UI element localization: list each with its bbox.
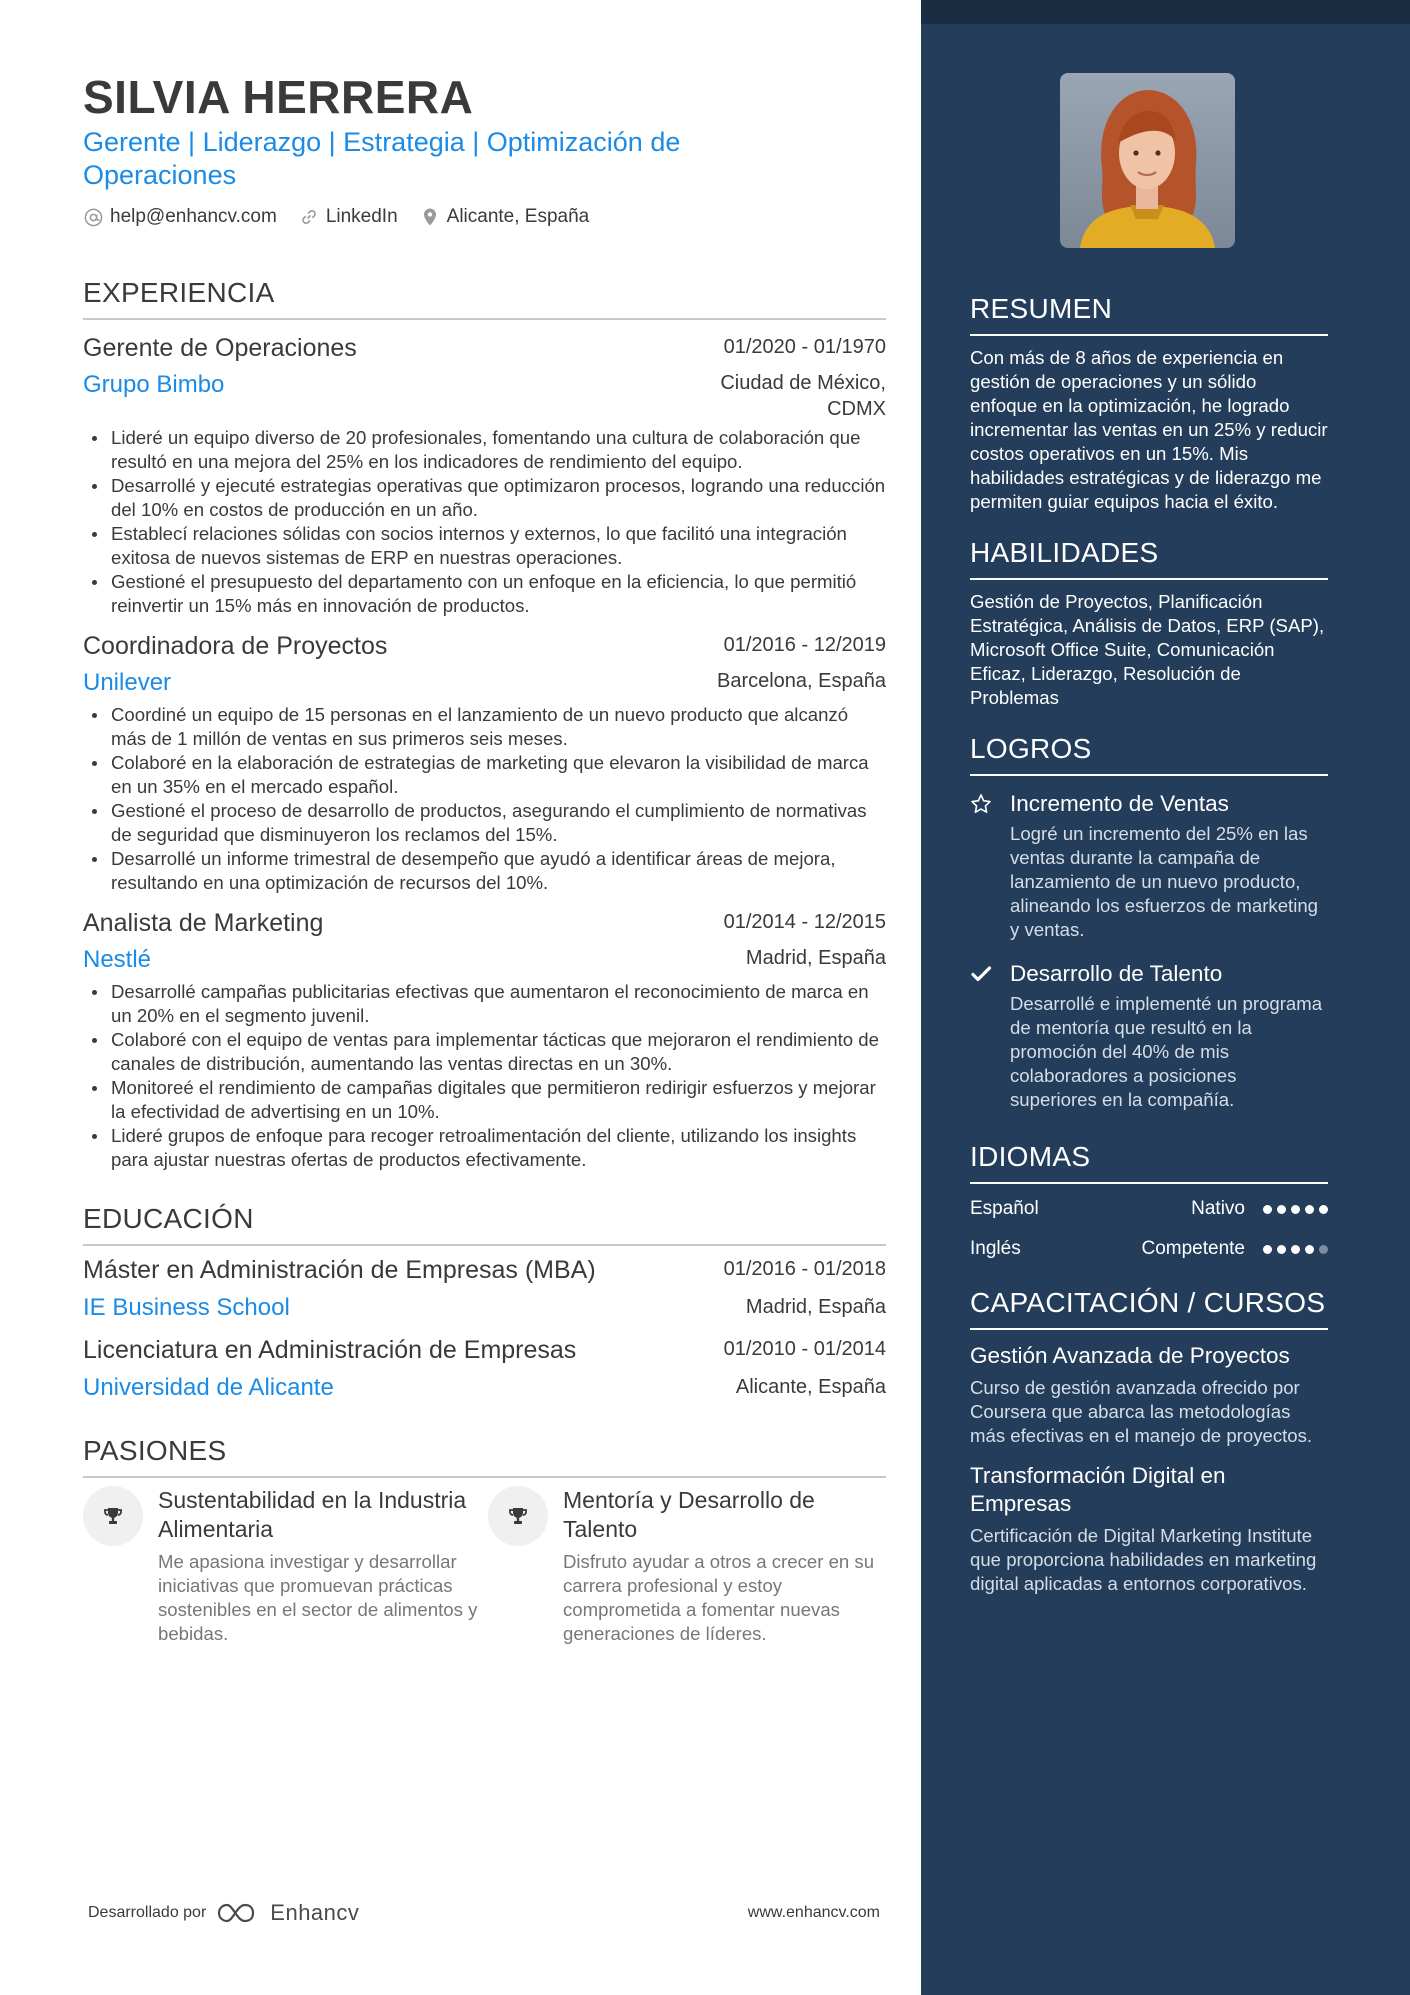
school-name: Universidad de Alicante	[83, 1374, 334, 1401]
footer-brand	[88, 1900, 359, 1926]
education-location: Madrid, España	[745, 1296, 886, 1318]
summary-title: RESUMEN	[970, 292, 1328, 336]
language-item	[970, 1234, 1328, 1264]
experience-title: EXPERIENCIA	[83, 276, 886, 320]
job-entry	[83, 907, 886, 1172]
rating-dot-filled	[1305, 1245, 1314, 1254]
job-date: 01/2016 - 12/2019	[723, 634, 886, 656]
achievement-title: Incremento de Ventas	[1010, 791, 1229, 816]
job-bullets	[83, 980, 886, 1172]
job-entry	[83, 332, 886, 618]
passion-description: Me apasiona investigar y desarrollar iniciativas que promuevan prácticas sostenibles en el sector de alimentos y bebidas.	[158, 1551, 478, 1644]
passion-description: Disfruto ayudar a otros a crecer en su carrera profesional y estoy comprometida a fomentar nuevas generaciones de líderes.	[563, 1551, 875, 1644]
course-description: Curso de gestión avanzada ofrecido por Coursera que abarca las metodologías más efectivas en el manejo de proyectos.	[970, 1377, 1313, 1446]
experience-section	[83, 276, 886, 1172]
degree-title: Licenciatura en Administración de Empresas	[83, 1336, 577, 1364]
language-level: Nativo	[1191, 1198, 1245, 1219]
location-text: Alicante, España	[446, 206, 590, 227]
achievement-item	[970, 790, 1328, 942]
passion-title: Mentoría y Desarrollo de Talento	[563, 1487, 815, 1542]
job-title: Coordinadora de Proyectos	[83, 632, 388, 660]
rating-dot-filled	[1319, 1205, 1328, 1214]
job-bullet: Lideré un equipo diverso de 20 profesionales, fomentando una cultura de colaboración que resultó en una mejora del 25% en los indicadores de rendimiento del equipo.	[83, 426, 886, 474]
job-bullet: Coordiné un equipo de 15 personas en el lanzamiento de un nuevo producto que alcanzó más de 1 millón de ventas en sus primeros seis meses.	[83, 703, 886, 751]
sidebar-top-bar	[921, 0, 1410, 24]
course-title: Gestión Avanzada de Proyectos	[970, 1343, 1290, 1368]
enhancv-logo-icon	[216, 1901, 262, 1925]
language-level: Competente	[1141, 1238, 1245, 1259]
achievement-title: Desarrollo de Talento	[1010, 961, 1223, 986]
job-bullet: Gestioné el presupuesto del departamento con un enfoque en la eficiencia, lo que permitió reinvertir un 15% más en innovación de productos.	[83, 570, 886, 618]
education-title: EDUCACIÓN	[83, 1202, 886, 1246]
powered-by-text: Desarrollado por	[88, 1904, 207, 1921]
summary-section	[970, 292, 1328, 514]
job-bullet: Desarrollé campañas publicitarias efectivas que aumentaron el reconocimiento de marca en un 20% en el segmento juvenil.	[83, 980, 886, 1028]
education-date: 01/2010 - 01/2014	[723, 1338, 886, 1360]
education-entry	[83, 1334, 886, 1404]
rating-dot-empty	[1319, 1245, 1328, 1254]
education-date: 01/2016 - 01/2018	[723, 1258, 886, 1280]
main-column	[83, 70, 886, 1646]
degree-title: Máster en Administración de Empresas (MBA)	[83, 1256, 596, 1284]
job-bullet: Desarrollé un informe trimestral de desempeño que ayudó a identificar áreas de mejora, resultando en una optimización de recursos del 10%.	[83, 847, 886, 895]
passion-title: Sustentabilidad en la Industria Alimentaria	[158, 1487, 467, 1542]
contact-linkedin[interactable]	[299, 206, 398, 228]
headline: Gerente | Liderazgo | Estrategia | Optimización de Operaciones	[83, 127, 681, 190]
company-name: Grupo Bimbo	[83, 371, 225, 398]
rating-dot-filled	[1277, 1205, 1286, 1214]
language-rating	[1263, 1205, 1328, 1214]
email-text: help@enhancv.com	[110, 206, 277, 227]
candidate-name: SILVIA HERRERA	[83, 71, 474, 123]
skills-section	[970, 536, 1328, 710]
passion-item	[488, 1486, 893, 1646]
school-name: IE Business School	[83, 1294, 290, 1321]
job-bullets	[83, 426, 886, 618]
brand-logo[interactable]	[216, 1900, 359, 1926]
education-location: Alicante, España	[735, 1376, 886, 1398]
brand-name: Enhancv	[270, 1900, 360, 1925]
course-description: Certificación de Digital Marketing Institute que proporciona habilidades en marketing digital aplicadas a entornos corporativos.	[970, 1525, 1317, 1594]
footer	[88, 1900, 880, 1926]
rating-dot-filled	[1277, 1245, 1286, 1254]
job-bullet: Colaboré con el equipo de ventas para implementar tácticas que mejoraron el rendimiento de canales de distribución, aumentando las ventas directas en un 30%.	[83, 1028, 886, 1076]
languages-section	[970, 1140, 1328, 1264]
job-title: Gerente de Operaciones	[83, 334, 357, 362]
achievements-title: LOGROS	[970, 732, 1328, 776]
link-icon	[299, 207, 319, 227]
language-name: Español	[970, 1198, 1039, 1219]
job-bullets	[83, 703, 886, 895]
language-rating	[1263, 1245, 1328, 1254]
website-link[interactable]: www.enhancv.com	[747, 1904, 880, 1921]
rating-dot-filled	[1263, 1205, 1272, 1214]
trophy-icon	[83, 1486, 143, 1546]
job-location: Madrid, España	[745, 947, 886, 969]
summary-text: Con más de 8 años de experiencia en gestión de operaciones y un sólido enfoque en la optimización, he logrado incrementar las ventas en un 25% y reducir costos operativos en un 15%. Mis habilidades estratégicas y de liderazgo me permiten guiar equipos hacia el éxito.	[970, 347, 1328, 512]
passions-section	[83, 1434, 886, 1646]
passion-item	[83, 1486, 488, 1646]
profile-photo	[1060, 73, 1235, 248]
linkedin-text: LinkedIn	[325, 206, 398, 227]
job-bullet: Colaboré en la elaboración de estrategias de marketing que elevaron la visibilidad de marca en un 35% en el mercado español.	[83, 751, 886, 799]
courses-section	[970, 1286, 1328, 1596]
job-bullet: Gestioné el proceso de desarrollo de productos, asegurando el cumplimiento de normativas de seguridad que disminuyeron los reclamos del 15%.	[83, 799, 886, 847]
job-location: Barcelona, España	[716, 670, 886, 692]
job-date: 01/2020 - 01/1970	[723, 336, 886, 358]
location-pin-icon	[420, 207, 440, 227]
job-bullet: Monitoreé el rendimiento de campañas digitales que permitieron redirigir esfuerzos y mejorar la efectividad de advertising en un 10%.	[83, 1076, 886, 1124]
achievement-description: Logré un incremento del 25% en las ventas durante la campaña de lanzamiento de un nuevo producto, alineando los esfuerzos de marketing y ventas.	[1010, 823, 1319, 940]
passions-title: PASIONES	[83, 1434, 886, 1478]
star-icon	[970, 790, 994, 818]
skills-text: Gestión de Proyectos, Planificación Estratégica, Análisis de Datos, ERP (SAP), Microsoft Office Suite, Comunicación Eficaz, Liderazgo, Resolución de Problemas	[970, 591, 1325, 708]
company-name: Nestlé	[83, 946, 152, 973]
at-icon	[83, 207, 103, 227]
contact-location	[420, 206, 590, 228]
course-item	[970, 1462, 1328, 1596]
course-title: Transformación Digital en Empresas	[970, 1463, 1226, 1516]
education-section	[83, 1202, 886, 1404]
rating-dot-filled	[1305, 1205, 1314, 1214]
job-title: Analista de Marketing	[83, 909, 324, 937]
job-bullet: Establecí relaciones sólidas con socios internos y externos, lo que facilitó una integración exitosa de nuevos sistemas de ERP en nuestras operaciones.	[83, 522, 886, 570]
courses-title: CAPACITACIÓN / CURSOS	[970, 1286, 1328, 1330]
education-entry	[83, 1254, 886, 1324]
job-date: 01/2014 - 12/2015	[723, 911, 886, 933]
languages-title: IDIOMAS	[970, 1140, 1328, 1184]
course-item	[970, 1342, 1328, 1448]
contact-row	[83, 206, 886, 228]
job-location: Ciudad de México, CDMX	[720, 372, 886, 420]
job-bullet: Desarrollé y ejecuté estrategias operativas que optimizaron procesos, logrando una reducción del 10% en costos de producción en un año.	[83, 474, 886, 522]
passions-list	[83, 1486, 886, 1646]
achievement-item	[970, 960, 1328, 1112]
language-name: Inglés	[970, 1238, 1021, 1259]
achievement-description: Desarrollé e implementé un programa de mentoría que resultó en la promoción del 40% de mis colaboradores a posiciones superiores en la compañía.	[1010, 993, 1323, 1110]
company-name: Unilever	[83, 669, 172, 696]
rating-dot-filled	[1291, 1245, 1300, 1254]
rating-dot-filled	[1291, 1205, 1300, 1214]
trophy-icon	[488, 1486, 548, 1546]
language-item	[970, 1194, 1328, 1224]
rating-dot-filled	[1263, 1245, 1272, 1254]
sidebar-column	[970, 292, 1328, 1596]
skills-title: HABILIDADES	[970, 536, 1328, 580]
contact-email[interactable]	[83, 206, 277, 228]
achievements-section	[970, 732, 1328, 1112]
job-entry	[83, 630, 886, 895]
job-bullet: Lideré grupos de enfoque para recoger retroalimentación del cliente, utilizando los insights para ajustar nuestras ofertas de productos efectivamente.	[83, 1124, 886, 1172]
check-icon	[970, 960, 994, 988]
